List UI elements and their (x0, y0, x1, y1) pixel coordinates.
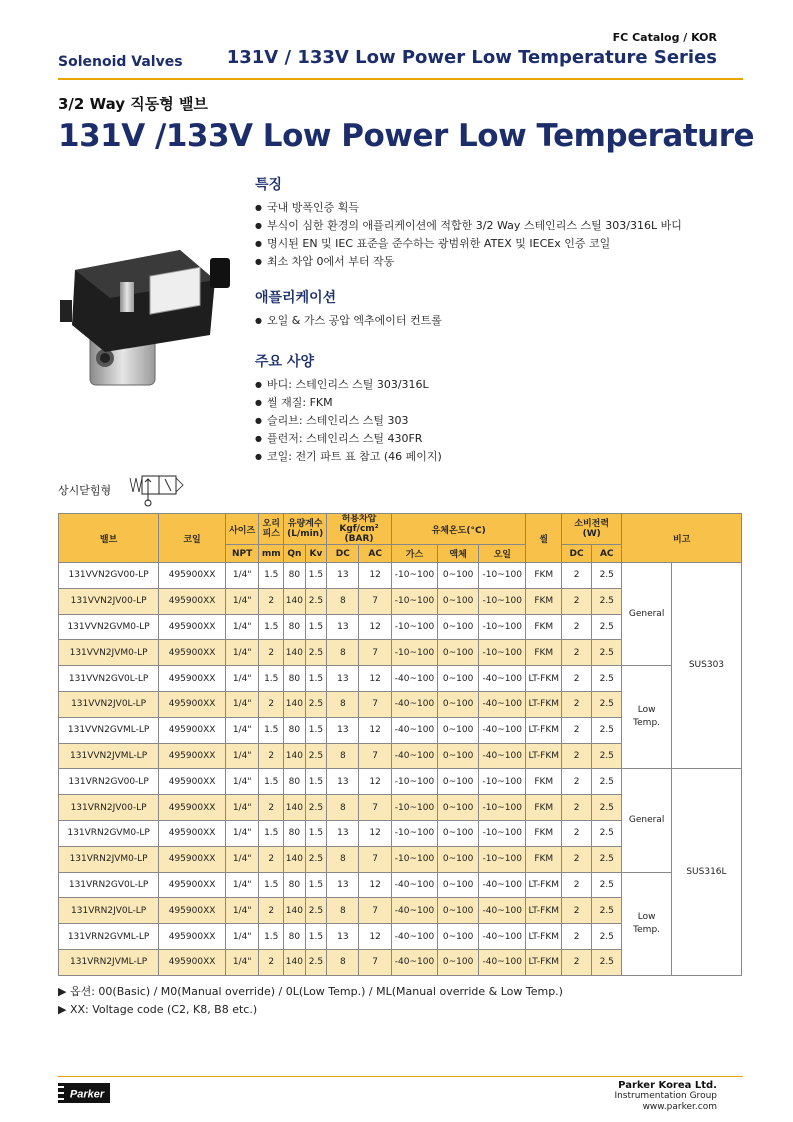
table-cell: 140 (284, 846, 306, 872)
table-cell: FKM (526, 795, 562, 821)
spec-item: ● 슬리브: 스테인리스 스틸 303 (255, 412, 442, 430)
table-cell: 1.5 (259, 614, 284, 640)
table-cell: 0~100 (438, 666, 479, 692)
page-title: 131V /133V Low Power Low Temperature (58, 118, 755, 154)
table-cell: 2 (562, 820, 592, 846)
table-cell: 140 (284, 691, 306, 717)
table-cell: 2 (259, 795, 284, 821)
table-cell: 1.5 (305, 872, 327, 898)
table-cell: LT-FKM (526, 691, 562, 717)
table-cell: 1.5 (259, 820, 284, 846)
table-cell: FKM (526, 563, 562, 589)
table-cell: LT-FKM (526, 717, 562, 743)
table-cell: 80 (284, 769, 306, 795)
table-cell: 2.5 (305, 795, 327, 821)
parker-logo (58, 1083, 110, 1103)
table-cell: 2.5 (592, 588, 622, 614)
table-cell: 8 (327, 898, 359, 924)
table-cell: 2.5 (592, 924, 622, 950)
table-cell: -40~100 (479, 872, 526, 898)
spec-table-body (59, 563, 742, 976)
company-info (614, 1080, 717, 1113)
group-label: General (622, 769, 672, 872)
table-row (59, 769, 742, 795)
table-cell: 80 (284, 614, 306, 640)
table-cell: 2.5 (592, 949, 622, 975)
table-cell: 2.5 (592, 795, 622, 821)
table-cell: 7 (359, 795, 391, 821)
header-divider (58, 78, 743, 80)
table-cell: 131VVN2JVML-LP (59, 743, 159, 769)
table-cell: 2.5 (592, 614, 622, 640)
category-label: Solenoid Valves (58, 54, 183, 70)
table-cell: 2.5 (305, 691, 327, 717)
material-label: SUS303 (671, 563, 741, 769)
table-cell: -40~100 (479, 924, 526, 950)
table-cell: 1.5 (305, 769, 327, 795)
table-cell: 1.5 (259, 717, 284, 743)
table-cell: -10~100 (391, 769, 437, 795)
table-cell: 2 (259, 743, 284, 769)
table-cell: 8 (327, 743, 359, 769)
table-cell: 495900XX (159, 924, 226, 950)
table-cell: 0~100 (438, 743, 479, 769)
footer-divider (58, 1076, 743, 1077)
table-cell: -40~100 (391, 717, 437, 743)
header-orifice: 오리 피스 (259, 514, 284, 545)
table-cell: 0~100 (438, 640, 479, 666)
table-cell: 1.5 (259, 872, 284, 898)
table-cell: 1/4" (225, 691, 258, 717)
application-item: ● 오일 & 가스 공압 엑추에이터 컨트롤 (255, 312, 442, 330)
applications-title: 애플리케이션 (255, 290, 337, 306)
spec-item: ● 바디: 스테인리스 스틸 303/316L (255, 376, 442, 394)
table-cell: 2 (562, 769, 592, 795)
table-cell: 1.5 (305, 614, 327, 640)
table-cell: -10~100 (391, 588, 437, 614)
header-power-ac: AC (592, 545, 622, 563)
table-cell: 1/4" (225, 949, 258, 975)
header-size: 사이즈 (225, 514, 258, 545)
table-cell: 2.5 (592, 898, 622, 924)
table-cell: LT-FKM (526, 924, 562, 950)
table-cell: 495900XX (159, 588, 226, 614)
table-cell: 7 (359, 898, 391, 924)
table-cell: -10~100 (391, 846, 437, 872)
table-cell: 7 (359, 691, 391, 717)
table-cell: 0~100 (438, 588, 479, 614)
table-cell: 2.5 (592, 691, 622, 717)
table-cell: 13 (327, 717, 359, 743)
table-cell: 2.5 (592, 820, 622, 846)
table-cell: 80 (284, 924, 306, 950)
series-title: 131V / 133V Low Power Low Temperature Series (226, 47, 717, 68)
table-cell: 2 (562, 924, 592, 950)
table-cell: 80 (284, 666, 306, 692)
table-cell: -40~100 (391, 872, 437, 898)
table-cell: 80 (284, 563, 306, 589)
table-cell: 0~100 (438, 949, 479, 975)
table-cell: 2.5 (305, 743, 327, 769)
header-power: 소비전력 (W) (562, 514, 622, 545)
table-cell: 2.5 (592, 563, 622, 589)
table-cell: 2 (259, 588, 284, 614)
table-cell: 2.5 (592, 846, 622, 872)
table-cell: 2.5 (305, 588, 327, 614)
table-cell: 2 (562, 563, 592, 589)
table-cell: 0~100 (438, 563, 479, 589)
table-cell: 7 (359, 846, 391, 872)
table-cell: 2.5 (592, 717, 622, 743)
table-cell: 0~100 (438, 717, 479, 743)
table-cell: -40~100 (391, 743, 437, 769)
header-npt: NPT (225, 545, 258, 563)
table-cell: 80 (284, 872, 306, 898)
table-cell: LT-FKM (526, 872, 562, 898)
table-cell: 8 (327, 691, 359, 717)
table-cell: 0~100 (438, 614, 479, 640)
table-cell: 495900XX (159, 691, 226, 717)
table-cell: 495900XX (159, 769, 226, 795)
table-cell: 140 (284, 588, 306, 614)
table-cell: 2.5 (592, 640, 622, 666)
group-label: Low Temp. (622, 872, 672, 975)
table-cell: 2.5 (305, 949, 327, 975)
table-cell: 2 (562, 949, 592, 975)
table-cell: 1.5 (259, 769, 284, 795)
table-cell: 495900XX (159, 640, 226, 666)
table-cell: LT-FKM (526, 949, 562, 975)
header-coil: 코일 (159, 514, 226, 563)
table-cell: 1.5 (305, 924, 327, 950)
table-cell: 2 (259, 640, 284, 666)
page-subtitle: 3/2 Way 직동형 밸브 (58, 95, 208, 113)
normally-closed-label: 상시닫힘형 (58, 484, 112, 497)
table-cell: 131VRN2GVML-LP (59, 924, 159, 950)
company-web: www.parker.com (642, 1102, 717, 1112)
header-qn: Qn (284, 545, 306, 563)
table-cell: 8 (327, 588, 359, 614)
table-cell: 495900XX (159, 666, 226, 692)
table-cell: -40~100 (391, 691, 437, 717)
table-cell: -10~100 (479, 846, 526, 872)
table-cell: 12 (359, 717, 391, 743)
table-cell: -40~100 (479, 949, 526, 975)
header-gas: 가스 (391, 545, 437, 563)
spec-item: ● 씰 재질: FKM (255, 394, 442, 412)
table-cell: 2 (562, 743, 592, 769)
table-cell: -40~100 (391, 949, 437, 975)
table-cell: 1.5 (305, 717, 327, 743)
table-cell: 131VVN2JV00-LP (59, 588, 159, 614)
table-cell: 13 (327, 769, 359, 795)
table-cell: FKM (526, 820, 562, 846)
table-cell: 2.5 (305, 846, 327, 872)
table-cell: 1/4" (225, 872, 258, 898)
header-mm: mm (259, 545, 284, 563)
features-title: 특징 (255, 177, 283, 193)
table-cell: 7 (359, 949, 391, 975)
header-oil: 오일 (479, 545, 526, 563)
table-cell: 8 (327, 846, 359, 872)
table-cell: -10~100 (391, 640, 437, 666)
spec-table (58, 513, 742, 976)
table-cell: 2.5 (592, 872, 622, 898)
table-cell: 140 (284, 795, 306, 821)
table-cell: -10~100 (479, 795, 526, 821)
table-cell: 495900XX (159, 949, 226, 975)
table-cell: 2 (259, 949, 284, 975)
table-cell: 7 (359, 743, 391, 769)
feature-item: ● 명시된 EN 및 IEC 표준을 준수하는 광범위한 ATEX 및 IECEx 인증 코일 (255, 235, 682, 253)
table-cell: 495900XX (159, 795, 226, 821)
table-cell: 2 (562, 846, 592, 872)
table-cell: 131VRN2GVM0-LP (59, 820, 159, 846)
table-cell: 131VVN2JV0L-LP (59, 691, 159, 717)
spec-item: ● 코일: 전기 파트 표 참고 (46 페이지) (255, 448, 442, 466)
feature-item: ● 부식이 심한 환경의 애플리케이션에 적합한 3/2 Way 스테인리스 스틸 303/316L 바디 (255, 217, 682, 235)
note-options: ▶ 옵션: 00(Basic) / M0(Manual override) / 0L(Low Temp.) / ML(Manual override & Low Temp.) (58, 985, 563, 998)
table-cell: 495900XX (159, 898, 226, 924)
table-cell: 1.5 (305, 563, 327, 589)
table-cell: 1/4" (225, 717, 258, 743)
specs-section (255, 351, 442, 466)
table-cell: FKM (526, 846, 562, 872)
table-cell: -40~100 (479, 691, 526, 717)
valve-symbol-icon (128, 470, 188, 508)
table-cell: 1/4" (225, 743, 258, 769)
table-cell: 131VRN2GV0L-LP (59, 872, 159, 898)
feature-item: ● 최소 차압 0에서 부터 작동 (255, 253, 682, 271)
table-cell: 1/4" (225, 846, 258, 872)
table-cell: 13 (327, 924, 359, 950)
table-cell: 131VRN2GV00-LP (59, 769, 159, 795)
header-kv: Kv (305, 545, 327, 563)
table-cell: 1.5 (259, 666, 284, 692)
table-cell: 131VVN2GVML-LP (59, 717, 159, 743)
table-cell: 131VVN2GVM0-LP (59, 614, 159, 640)
material-label: SUS316L (671, 769, 741, 975)
table-cell: -10~100 (479, 563, 526, 589)
table-cell: 0~100 (438, 795, 479, 821)
table-cell: 2 (562, 640, 592, 666)
table-cell: 13 (327, 872, 359, 898)
table-cell: 2.5 (305, 898, 327, 924)
header-liquid: 액체 (438, 545, 479, 563)
table-cell: 1.5 (305, 666, 327, 692)
table-cell: 1/4" (225, 769, 258, 795)
table-cell: 1/4" (225, 666, 258, 692)
table-cell: 495900XX (159, 717, 226, 743)
table-cell: 2 (259, 691, 284, 717)
table-cell: -10~100 (479, 614, 526, 640)
table-cell: 80 (284, 717, 306, 743)
table-cell: LT-FKM (526, 898, 562, 924)
table-cell: FKM (526, 588, 562, 614)
header-seal: 씰 (526, 514, 562, 563)
table-cell: 2.5 (305, 640, 327, 666)
table-cell: 0~100 (438, 898, 479, 924)
table-cell: 1/4" (225, 588, 258, 614)
table-cell: 13 (327, 666, 359, 692)
header-ac: AC (359, 545, 391, 563)
table-cell: 131VVN2GV00-LP (59, 563, 159, 589)
svg-text:Parker: Parker (69, 1088, 105, 1101)
table-cell: 131VRN2JV00-LP (59, 795, 159, 821)
table-cell: -10~100 (479, 588, 526, 614)
table-cell: 2.5 (592, 666, 622, 692)
table-cell: 1/4" (225, 820, 258, 846)
table-cell: 131VVN2GV0L-LP (59, 666, 159, 692)
table-cell: 13 (327, 614, 359, 640)
table-cell: 2 (259, 898, 284, 924)
table-cell: 140 (284, 640, 306, 666)
table-cell: LT-FKM (526, 666, 562, 692)
table-cell: -10~100 (391, 614, 437, 640)
table-cell: 495900XX (159, 846, 226, 872)
company-group: Instrumentation Group (614, 1091, 717, 1101)
table-row (59, 563, 742, 589)
table-cell: 1/4" (225, 614, 258, 640)
table-row (59, 872, 742, 898)
table-cell: 13 (327, 820, 359, 846)
note-voltage: ▶ XX: Voltage code (C2, K8, B8 etc.) (58, 1003, 258, 1016)
table-cell: 1.5 (259, 924, 284, 950)
spec-item: ● 플런저: 스테인리스 스틸 430FR (255, 430, 442, 448)
header-pressure: 허용차압 Kgf/cm² (BAR) (327, 514, 392, 545)
features-section (255, 174, 682, 271)
table-cell: 12 (359, 872, 391, 898)
table-cell: 1/4" (225, 795, 258, 821)
table-cell: -40~100 (479, 743, 526, 769)
table-cell: 0~100 (438, 691, 479, 717)
header-flow: 유량계수 (L/min) (284, 514, 327, 545)
table-cell: 2 (562, 872, 592, 898)
table-cell: 131VRN2JVML-LP (59, 949, 159, 975)
table-cell: 7 (359, 588, 391, 614)
table-cell: 0~100 (438, 846, 479, 872)
table-cell: 2 (562, 898, 592, 924)
table-cell: 495900XX (159, 743, 226, 769)
table-cell: 12 (359, 924, 391, 950)
table-cell: -40~100 (479, 666, 526, 692)
table-cell: -10~100 (479, 820, 526, 846)
table-cell: 2 (562, 691, 592, 717)
table-cell: 2.5 (592, 743, 622, 769)
table-cell: 0~100 (438, 820, 479, 846)
table-cell: 2 (562, 717, 592, 743)
table-row (59, 666, 742, 692)
table-cell: -40~100 (391, 924, 437, 950)
table-cell: 2 (562, 614, 592, 640)
table-cell: 12 (359, 563, 391, 589)
table-cell: 495900XX (159, 820, 226, 846)
specs-title: 주요 사양 (255, 354, 314, 370)
table-cell: 495900XX (159, 872, 226, 898)
table-cell: 8 (327, 949, 359, 975)
table-cell: FKM (526, 614, 562, 640)
feature-item: ● 국내 방폭인증 획득 (255, 199, 682, 217)
table-cell: 131VRN2JV0L-LP (59, 898, 159, 924)
table-cell: FKM (526, 640, 562, 666)
group-label: Low Temp. (622, 666, 672, 769)
company-name: Parker Korea Ltd. (618, 1080, 717, 1091)
table-cell: 2.5 (592, 769, 622, 795)
table-cell: FKM (526, 769, 562, 795)
table-cell: 131VRN2JVM0-LP (59, 846, 159, 872)
table-cell: 1/4" (225, 898, 258, 924)
table-cell: -10~100 (479, 640, 526, 666)
table-cell: 1.5 (259, 563, 284, 589)
header-dc: DC (327, 545, 359, 563)
header-power-dc: DC (562, 545, 592, 563)
table-cell: 1/4" (225, 563, 258, 589)
table-cell: 2 (562, 588, 592, 614)
group-label: General (622, 563, 672, 666)
table-cell: -10~100 (391, 795, 437, 821)
table-cell: 13 (327, 563, 359, 589)
table-cell: 140 (284, 898, 306, 924)
catalog-label: FC Catalog / KOR (612, 31, 717, 44)
table-cell: -10~100 (391, 820, 437, 846)
table-cell: -40~100 (479, 717, 526, 743)
header-valve: 밸브 (59, 514, 159, 563)
table-cell: -40~100 (391, 898, 437, 924)
header-remark: 비고 (622, 514, 742, 563)
table-cell: 2 (259, 846, 284, 872)
table-cell: 80 (284, 820, 306, 846)
table-cell: 140 (284, 743, 306, 769)
table-cell: 495900XX (159, 563, 226, 589)
table-cell: 8 (327, 640, 359, 666)
table-cell: 0~100 (438, 872, 479, 898)
table-cell: 12 (359, 820, 391, 846)
table-cell: 2 (562, 666, 592, 692)
table-cell: 8 (327, 795, 359, 821)
table-cell: 0~100 (438, 769, 479, 795)
applications-section (255, 287, 442, 330)
table-cell: 12 (359, 769, 391, 795)
table-cell: 1/4" (225, 640, 258, 666)
table-cell: -10~100 (391, 563, 437, 589)
table-cell: LT-FKM (526, 743, 562, 769)
solenoid-valve-image (60, 240, 240, 400)
table-cell: 7 (359, 640, 391, 666)
table-cell: 1.5 (305, 820, 327, 846)
header-temp: 유체온도(°C) (391, 514, 526, 545)
table-cell: 0~100 (438, 924, 479, 950)
table-cell: -10~100 (479, 769, 526, 795)
table-cell: -40~100 (391, 666, 437, 692)
table-cell: 140 (284, 949, 306, 975)
table-cell: 131VVN2JVM0-LP (59, 640, 159, 666)
table-cell: -40~100 (479, 898, 526, 924)
table-cell: 12 (359, 614, 391, 640)
table-cell: 1/4" (225, 924, 258, 950)
table-cell: 495900XX (159, 614, 226, 640)
table-cell: 2 (562, 795, 592, 821)
table-cell: 12 (359, 666, 391, 692)
